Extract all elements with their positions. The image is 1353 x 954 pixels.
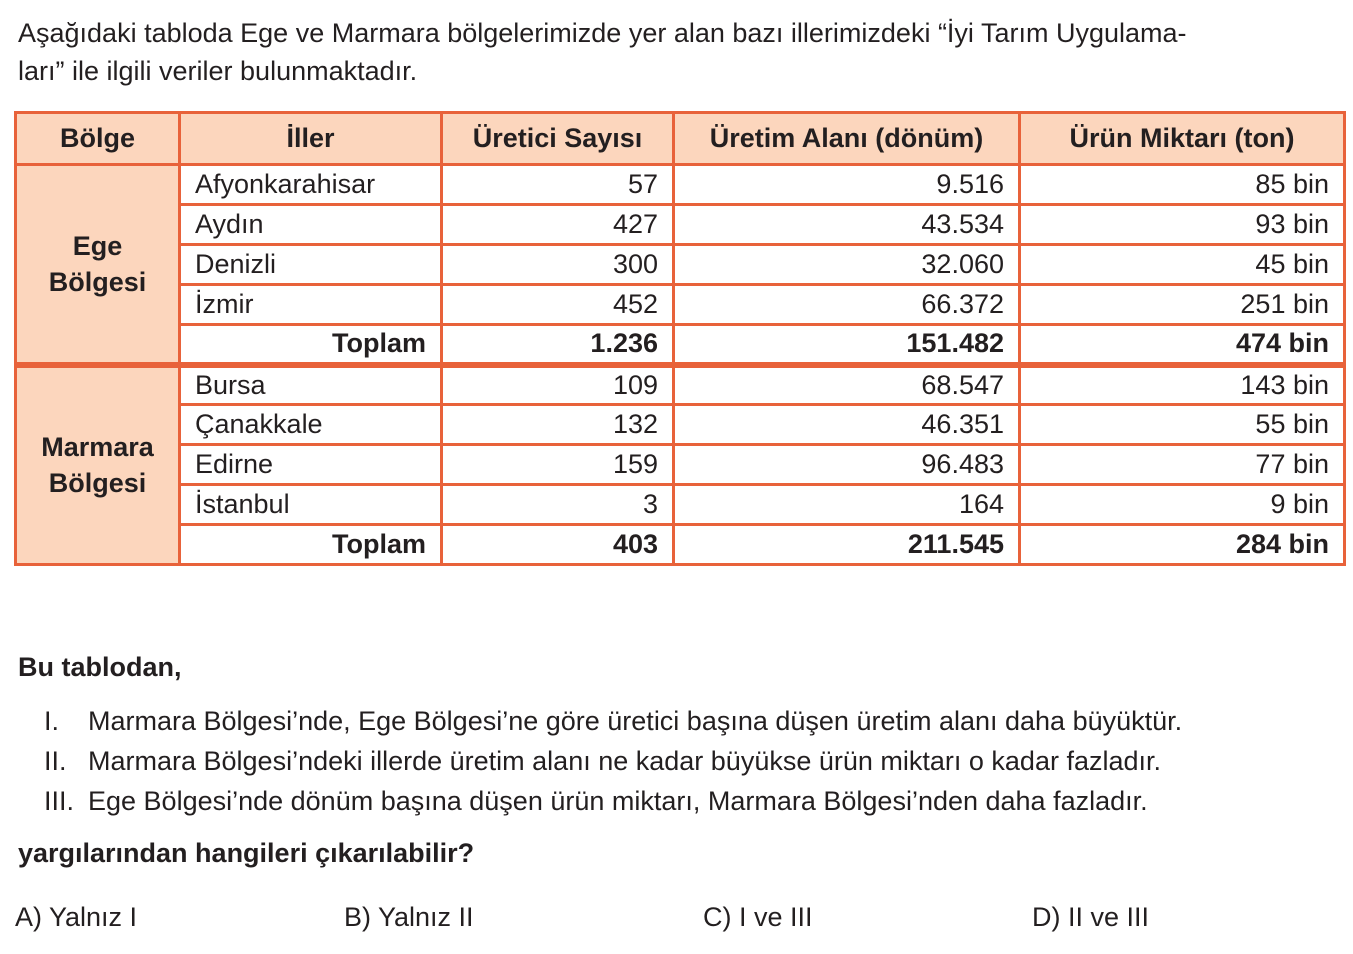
intro-line-2: ları” ile ilgili veriler bulunmaktadır. [18, 56, 418, 86]
region-cell-marmara [16, 365, 180, 565]
statement-list [44, 701, 1182, 821]
table-row [16, 445, 1345, 485]
total-producers: 1.236 [442, 325, 674, 365]
total-amount: 474 bin [1020, 325, 1345, 365]
lead-text: Bu tablodan, [18, 652, 182, 682]
data-table [14, 111, 1346, 566]
producers-cell: 3 [442, 485, 674, 525]
region-name: Bölgesi [48, 468, 147, 499]
question-text: yargılarından hangileri çıkarılabilir? [18, 838, 475, 868]
option-a[interactable]: A) Yalnız I [15, 902, 138, 932]
total-amount: 284 bin [1020, 525, 1345, 565]
amount-cell: 45 bin [1020, 245, 1345, 285]
area-cell: 9.516 [674, 165, 1020, 205]
amount-cell: 85 bin [1020, 165, 1345, 205]
option-c[interactable]: C) I ve III [703, 902, 813, 932]
total-area: 211.545 [674, 525, 1020, 565]
producers-cell: 57 [442, 165, 674, 205]
region-cell-ege [16, 165, 180, 365]
intro-line-1: Aşağıdaki tabloda Ege ve Marmara bölgelerimizde yer alan bazı illerimizdeki “İyi Tarım Uygulama- [18, 18, 1187, 48]
statement-number: III. [44, 786, 75, 816]
header-producers: Üretici Sayısı [442, 113, 674, 165]
area-cell: 96.483 [674, 445, 1020, 485]
total-producers: 403 [442, 525, 674, 565]
total-label: Toplam [180, 325, 442, 365]
region-name: Ege [72, 230, 123, 261]
city-cell: Bursa [180, 365, 442, 405]
table-row [16, 485, 1345, 525]
producers-cell: 109 [442, 365, 674, 405]
statement-number: II. [44, 746, 67, 776]
amount-cell: 9 bin [1020, 485, 1345, 525]
city-cell: Çanakkale [180, 405, 442, 445]
city-cell: Afyonkarahisar [180, 165, 442, 205]
option-b[interactable]: B) Yalnız II [344, 902, 474, 932]
option-d[interactable]: D) II ve III [1032, 902, 1150, 932]
table-row [16, 165, 1345, 205]
statement-text: Marmara Bölgesi’ndeki illerde üretim alanı ne kadar büyükse ürün miktarı o kadar fazladır. [88, 746, 1162, 776]
header-region: Bölge [16, 113, 180, 165]
producers-cell: 132 [442, 405, 674, 445]
city-cell: Edirne [180, 445, 442, 485]
amount-cell: 55 bin [1020, 405, 1345, 445]
intro-text [18, 14, 1338, 90]
amount-cell: 251 bin [1020, 285, 1345, 325]
producers-cell: 427 [442, 205, 674, 245]
area-cell: 43.534 [674, 205, 1020, 245]
statement-number: I. [44, 706, 60, 736]
table-row [16, 405, 1345, 445]
city-cell: İzmir [180, 285, 442, 325]
table-row [16, 245, 1345, 285]
total-row [16, 525, 1345, 565]
producers-cell: 452 [442, 285, 674, 325]
city-cell: Aydın [180, 205, 442, 245]
amount-cell: 93 bin [1020, 205, 1345, 245]
total-area: 151.482 [674, 325, 1020, 365]
total-row [16, 325, 1345, 365]
area-cell: 68.547 [674, 365, 1020, 405]
area-cell: 32.060 [674, 245, 1020, 285]
amount-cell: 143 bin [1020, 365, 1345, 405]
producers-cell: 159 [442, 445, 674, 485]
statement-item [44, 701, 1182, 741]
total-label: Toplam [180, 525, 442, 565]
header-area: Üretim Alanı (dönüm) [674, 113, 1020, 165]
header-cities: İller [180, 113, 442, 165]
city-cell: Denizli [180, 245, 442, 285]
area-cell: 66.372 [674, 285, 1020, 325]
table-row [16, 205, 1345, 245]
statement-text: Ege Bölgesi’nde dönüm başına düşen ürün miktarı, Marmara Bölgesi’nden daha fazladır. [88, 786, 1148, 816]
area-cell: 46.351 [674, 405, 1020, 445]
table-row [16, 285, 1345, 325]
header-amount: Ürün Miktarı (ton) [1020, 113, 1345, 165]
table-row [16, 365, 1345, 405]
amount-cell: 77 bin [1020, 445, 1345, 485]
producers-cell: 300 [442, 245, 674, 285]
region-name: Marmara [41, 432, 154, 463]
area-cell: 164 [674, 485, 1020, 525]
region-name: Bölgesi [48, 266, 147, 297]
statement-text: Marmara Bölgesi’nde, Ege Bölgesi’ne göre üretici başına düşen üretim alanı daha büyüktür. [88, 706, 1183, 736]
statement-item [44, 781, 1182, 821]
statement-item [44, 741, 1182, 781]
table-header-row [16, 113, 1345, 165]
city-cell: İstanbul [180, 485, 442, 525]
